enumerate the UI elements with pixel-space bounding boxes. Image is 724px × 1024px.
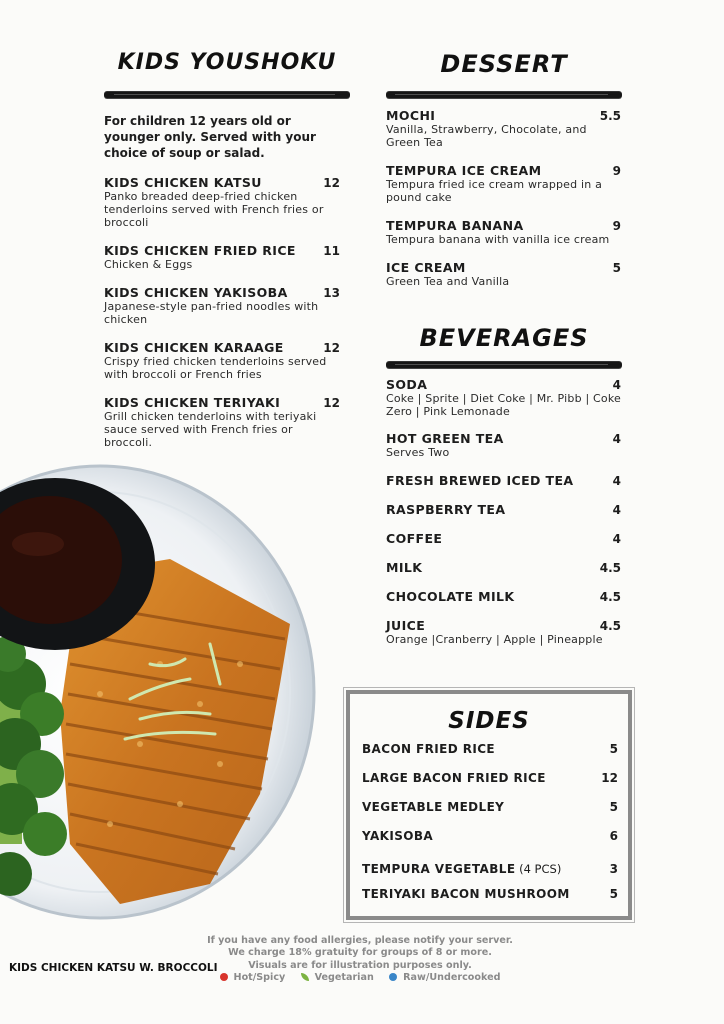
item-description: Serves Two xyxy=(386,446,450,459)
gratuity-note: We charge 18% gratuity for groups of 8 or more. xyxy=(228,947,492,959)
item-name: LARGE BACON FRIED RICE xyxy=(362,771,546,785)
menu-item xyxy=(386,218,621,246)
beverages-title-underline xyxy=(386,362,622,368)
item-name: TEMPURA ICE CREAM xyxy=(386,163,542,178)
item-name: HOT GREEN TEA xyxy=(386,431,504,446)
side-item xyxy=(362,858,618,877)
leaf-icon xyxy=(301,973,309,981)
footer-notes xyxy=(190,935,530,985)
item-price: 5 xyxy=(612,261,621,275)
beverages-section-title: BEVERAGES xyxy=(419,324,589,352)
item-name: ICE CREAM xyxy=(386,260,466,275)
item-description: Coke | Sprite | Diet Coke | Mr. Pibb | Coke Zero | Pink Lemonade xyxy=(386,392,622,418)
menu-item xyxy=(386,163,621,204)
dessert-title-underline xyxy=(386,92,622,98)
item-price: 9 xyxy=(612,164,621,178)
item-price: 13 xyxy=(323,286,340,300)
sides-box xyxy=(346,690,632,920)
beverages-section xyxy=(386,377,621,646)
item-portion: (4 PCS) xyxy=(515,862,562,876)
kids-section xyxy=(104,113,340,449)
fish-icon xyxy=(389,973,397,981)
item-description: Green Tea and Vanilla xyxy=(386,275,510,288)
item-name: KIDS CHICKEN FRIED RICE xyxy=(104,243,296,258)
menu-item xyxy=(104,395,340,449)
menu-item xyxy=(386,260,621,288)
item-description: Panko breaded deep-fried chicken tenderloins served with French fries or broccoli xyxy=(104,190,324,229)
item-price: 4.5 xyxy=(599,619,621,633)
side-item xyxy=(362,829,618,843)
item-name: KIDS CHICKEN TERIYAKI xyxy=(104,395,281,410)
item-description: Crispy fried chicken tenderloins served with broccoli or French fries xyxy=(104,355,327,381)
item-name: KIDS CHICKEN KARAAGE xyxy=(104,340,284,355)
food-photo-chicken-katsu xyxy=(0,464,320,924)
item-price: 12 xyxy=(323,396,340,410)
item-name: JUICE xyxy=(386,618,426,633)
item-name: BACON FRIED RICE xyxy=(362,742,496,756)
side-item xyxy=(362,887,618,901)
item-name: CHOCOLATE MILK xyxy=(386,589,515,604)
item-name: KIDS CHICKEN KATSU xyxy=(104,175,262,190)
item-price: 6 xyxy=(609,829,618,843)
dessert-section xyxy=(386,108,621,288)
item-name: YAKISOBA xyxy=(362,829,434,843)
menu-item xyxy=(104,243,340,271)
menu-item xyxy=(386,618,621,646)
chili-icon xyxy=(220,973,228,981)
dietary-legend xyxy=(190,972,530,984)
item-price: 5 xyxy=(609,800,618,814)
kids-intro: For children 12 years old or younger only. Served with your choice of soup or salad. xyxy=(104,114,316,160)
visuals-note: Visuals are for illustration purposes only. xyxy=(248,959,472,971)
legend-label: Hot/Spicy xyxy=(233,972,286,984)
item-price: 4 xyxy=(612,532,621,546)
legend-label: Raw/Undercooked xyxy=(403,972,501,984)
menu-item xyxy=(386,589,621,604)
item-name: VEGETABLE MEDLEY xyxy=(362,800,505,814)
item-price: 3 xyxy=(609,862,618,876)
item-name: TERIYAKI BACON MUSHROOM xyxy=(362,887,570,901)
menu-item xyxy=(386,560,621,575)
item-price: 5 xyxy=(609,887,618,901)
item-price: 12 xyxy=(323,176,340,190)
menu-item xyxy=(386,531,621,546)
item-price: 12 xyxy=(601,771,618,785)
item-description: Japanese-style pan-fried noodles with chicken xyxy=(104,300,319,326)
menu-item xyxy=(104,340,340,381)
menu-item xyxy=(386,502,621,517)
menu-item xyxy=(386,473,621,488)
item-price: 5.5 xyxy=(599,109,621,123)
item-price: 4 xyxy=(612,378,621,392)
kids-section-title: KIDS YOUSHOKU xyxy=(117,50,337,75)
menu-item xyxy=(386,108,621,149)
item-name: MOCHI xyxy=(386,108,436,123)
item-description: Tempura fried ice cream wrapped in a pound cake xyxy=(386,178,603,204)
item-price: 12 xyxy=(323,341,340,355)
menu-item xyxy=(104,175,340,229)
menu-item xyxy=(104,285,340,326)
item-description: Orange |Cranberry | Apple | Pineapple xyxy=(386,633,603,646)
item-name: SODA xyxy=(386,377,428,392)
allergy-note: If you have any food allergies, please notify your server. xyxy=(207,935,513,946)
item-price: 4 xyxy=(612,474,621,488)
item-description: Vanilla, Strawberry, Chocolate, and Green Tea xyxy=(386,123,587,149)
item-name: RASPBERRY TEA xyxy=(386,502,506,517)
item-name: FRESH BREWED ICED TEA xyxy=(386,473,574,488)
item-description: Chicken & Eggs xyxy=(104,258,193,271)
side-item xyxy=(362,742,618,756)
item-price: 4 xyxy=(612,432,621,446)
sides-section-title: SIDES xyxy=(448,708,530,734)
legend-hot xyxy=(217,972,289,983)
item-name: TEMPURA VEGETABLE xyxy=(362,862,516,876)
item-price: 11 xyxy=(323,244,340,258)
item-price: 4.5 xyxy=(599,590,621,604)
photo-caption: KIDS CHICKEN KATSU W. BROCCOLI xyxy=(9,962,218,974)
dessert-section-title: DESSERT xyxy=(440,50,568,78)
legend-vegetarian xyxy=(298,972,377,983)
legend-raw xyxy=(386,972,503,983)
menu-item xyxy=(386,377,621,418)
side-item xyxy=(362,800,618,814)
side-item xyxy=(362,771,618,785)
item-price: 4 xyxy=(612,503,621,517)
item-name: MILK xyxy=(386,560,423,575)
item-price: 9 xyxy=(612,219,621,233)
item-price: 5 xyxy=(609,742,618,756)
kids-title-underline xyxy=(104,92,350,98)
item-description: Tempura banana with vanilla ice cream xyxy=(386,233,610,246)
item-name: TEMPURA BANANA xyxy=(386,218,524,233)
item-name: KIDS CHICKEN YAKISOBA xyxy=(104,285,288,300)
item-description: Grill chicken tenderloins with teriyaki sauce served with French fries or broccoli. xyxy=(104,410,317,449)
legend-label: Vegetarian xyxy=(314,972,374,984)
menu-item xyxy=(386,431,621,459)
item-price: 4.5 xyxy=(599,561,621,575)
item-name: COFFEE xyxy=(386,531,443,546)
